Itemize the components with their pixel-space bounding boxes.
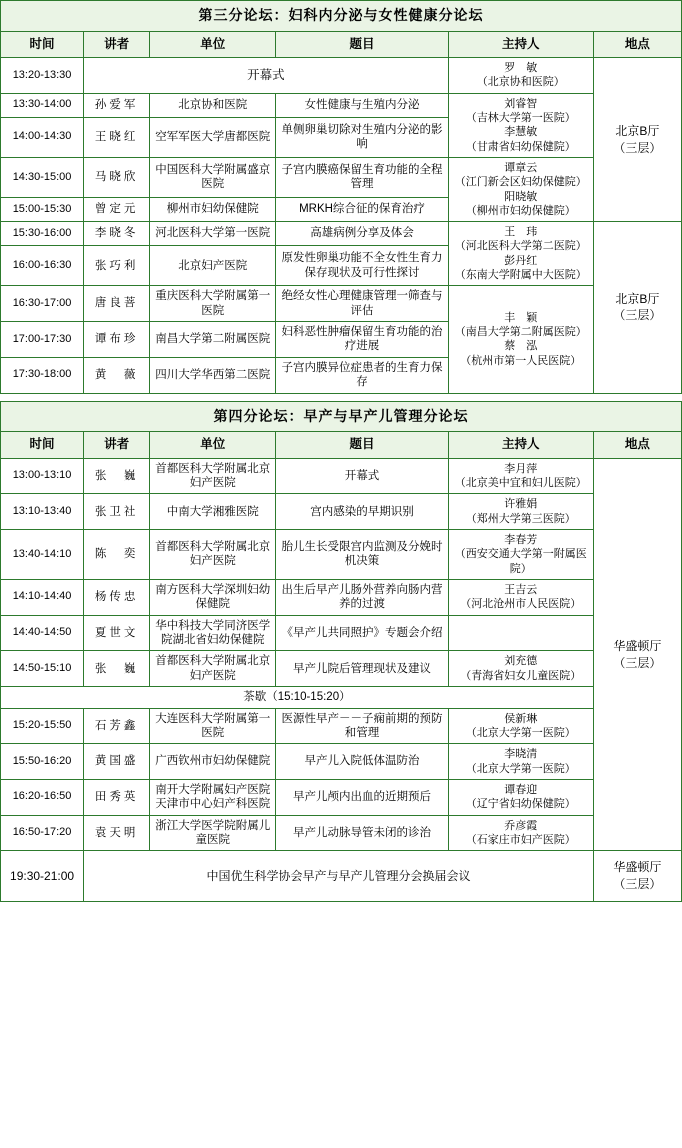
forum3-table — [0, 0, 682, 394]
cell-topic: 妇科恶性肿瘤保留生育功能的治疗进展 — [276, 322, 448, 358]
cell-host: 刘睿智 （吉林大学第一医院） 李慧敏 （甘肃省妇幼保健院） — [448, 93, 593, 157]
cell-place: 北京B厅 （三层） — [593, 222, 681, 393]
table-row — [1, 286, 682, 322]
cell-host: 李月萍 （北京美中宜和妇儿医院） — [448, 458, 593, 494]
cell-time: 16:00-16:30 — [1, 246, 84, 286]
cell-topic: 子宫内膜异位症患者的生育力保存 — [276, 357, 448, 393]
forum3-header-row — [1, 31, 682, 58]
cell-org: 首都医科大学附属北京妇产医院 — [150, 530, 276, 580]
cell-place: 华盛顿厅 （三层） — [593, 851, 681, 902]
cell-host: 侯新琳 （北京大学第一医院） — [448, 708, 593, 744]
forum4-title-row — [1, 401, 682, 432]
col-place: 地点 — [593, 432, 681, 459]
cell-time: 15:20-15:50 — [1, 708, 84, 744]
cell-speaker: 唐良菩 — [84, 286, 150, 322]
section-spacer — [0, 394, 682, 401]
cell-org: 河北医科大学第一医院 — [150, 222, 276, 246]
cell-host — [448, 615, 593, 651]
cell-time: 19:30-21:00 — [1, 851, 84, 902]
cell-speaker: 黄 薇 — [84, 357, 150, 393]
cell-time: 15:00-15:30 — [1, 198, 84, 222]
forum4-table — [0, 401, 682, 902]
cell-time: 16:30-17:00 — [1, 286, 84, 322]
cell-speaker: 曾定元 — [84, 198, 150, 222]
col-time: 时间 — [1, 31, 84, 58]
table-row — [1, 708, 682, 744]
cell-time: 17:00-17:30 — [1, 322, 84, 358]
table-row — [1, 93, 682, 117]
cell-topic: 绝经女性心理健康管理一筛查与评估 — [276, 286, 448, 322]
forum4-title: 第四分论坛：早产与早产儿管理分论坛 — [1, 401, 682, 432]
cell-topic: 宫内感染的早期识别 — [276, 494, 448, 530]
cell-speaker: 石芳鑫 — [84, 708, 150, 744]
table-row — [1, 222, 682, 246]
cell-speaker: 马晓欣 — [84, 157, 150, 197]
cell-time: 14:50-15:10 — [1, 651, 84, 687]
cell-time: 14:40-14:50 — [1, 615, 84, 651]
cell-host: 王 玮 （河北医科大学第二医院） 彭丹红 （东南大学附属中大医院） — [448, 222, 593, 286]
cell-host: 谭章云 （江门新会区妇幼保健院） 阳晓敏 （柳州市妇幼保健院） — [448, 157, 593, 221]
cell-time: 13:10-13:40 — [1, 494, 84, 530]
table-row — [1, 744, 682, 780]
cell-speaker: 张巧利 — [84, 246, 150, 286]
cell-topic: 出生后早产儿肠外营养向肠内营养的过渡 — [276, 579, 448, 615]
table-row-footer — [1, 851, 682, 902]
cell-topic: 子宫内膜癌保留生育功能的全程管理 — [276, 157, 448, 197]
table-row — [1, 651, 682, 687]
cell-footer-text: 中国优生科学协会早产与早产儿管理分会换届会议 — [84, 851, 594, 902]
cell-time: 14:30-15:00 — [1, 157, 84, 197]
cell-place: 华盛顿厅 （三层） — [593, 458, 681, 851]
cell-org: 浙江大学医学院附属儿童医院 — [150, 815, 276, 851]
cell-topic: 医源性早产－－子痫前期的预防和管理 — [276, 708, 448, 744]
forum4-header-row — [1, 432, 682, 459]
col-time: 时间 — [1, 432, 84, 459]
cell-host: 李晓清 （北京大学第一医院） — [448, 744, 593, 780]
cell-topic: 原发性卵巢功能不全女性生育力保存现状及可行性探讨 — [276, 246, 448, 286]
cell-speaker: 孙爱军 — [84, 93, 150, 117]
col-org: 单位 — [150, 432, 276, 459]
cell-speaker: 袁天明 — [84, 815, 150, 851]
col-place: 地点 — [593, 31, 681, 58]
cell-topic: 早产儿入院低体温防治 — [276, 744, 448, 780]
forum3-title-row — [1, 1, 682, 32]
cell-org: 中南大学湘雅医院 — [150, 494, 276, 530]
cell-topic: 早产儿院后管理现状及建议 — [276, 651, 448, 687]
col-org: 单位 — [150, 31, 276, 58]
col-topic: 题目 — [276, 31, 448, 58]
cell-speaker: 王晓红 — [84, 117, 150, 157]
cell-org: 南方医科大学深圳妇幼保健院 — [150, 579, 276, 615]
cell-speaker: 田秀英 — [84, 779, 150, 815]
cell-org: 四川大学华西第二医院 — [150, 357, 276, 393]
cell-org: 北京妇产医院 — [150, 246, 276, 286]
cell-host: 刘充德 （青海省妇女儿童医院） — [448, 651, 593, 687]
cell-org: 南开大学附属妇产医院天津市中心妇产科医院 — [150, 779, 276, 815]
table-row — [1, 458, 682, 494]
col-topic: 题目 — [276, 432, 448, 459]
cell-topic: 早产儿动脉导管未闭的诊治 — [276, 815, 448, 851]
cell-time: 14:00-14:30 — [1, 117, 84, 157]
table-row — [1, 494, 682, 530]
cell-time: 13:30-14:00 — [1, 93, 84, 117]
cell-time: 15:30-16:00 — [1, 222, 84, 246]
cell-speaker: 谭布珍 — [84, 322, 150, 358]
cell-tea-break: 茶歇（15:10-15:20） — [1, 687, 594, 708]
cell-org: 北京协和医院 — [150, 93, 276, 117]
cell-org: 空军军医大学唐都医院 — [150, 117, 276, 157]
cell-host: 许雅娟 （郑州大学第三医院） — [448, 494, 593, 530]
col-host: 主持人 — [448, 31, 593, 58]
cell-time: 13:00-13:10 — [1, 458, 84, 494]
cell-topic: 《早产儿共同照护》专题会介绍 — [276, 615, 448, 651]
col-host: 主持人 — [448, 432, 593, 459]
cell-speaker: 张卫社 — [84, 494, 150, 530]
cell-org: 重庆医科大学附属第一医院 — [150, 286, 276, 322]
cell-topic: 女性健康与生殖内分泌 — [276, 93, 448, 117]
cell-place: 北京B厅 （三层） — [593, 58, 681, 222]
cell-time: 13:20-13:30 — [1, 58, 84, 94]
cell-host: 王吉云 （河北沧州市人民医院） — [448, 579, 593, 615]
forum3-title: 第三分论坛：妇科内分泌与女性健康分论坛 — [1, 1, 682, 32]
cell-org: 大连医科大学附属第一医院 — [150, 708, 276, 744]
cell-org: 华中科技大学同济医学院湖北省妇幼保健院 — [150, 615, 276, 651]
cell-host: 李春芳 （西安交通大学第一附属医院） — [448, 530, 593, 580]
cell-host: 丰 颖 （南昌大学第二附属医院） 蔡 泓 （杭州市第一人民医院） — [448, 286, 593, 393]
cell-speaker: 杨传忠 — [84, 579, 150, 615]
table-row — [1, 815, 682, 851]
table-row — [1, 779, 682, 815]
cell-org: 广西钦州市妇幼保健院 — [150, 744, 276, 780]
cell-topic: MRKH综合征的保育治疗 — [276, 198, 448, 222]
cell-topic: 开幕式 — [276, 458, 448, 494]
cell-org: 首都医科大学附属北京妇产医院 — [150, 651, 276, 687]
cell-time: 15:50-16:20 — [1, 744, 84, 780]
cell-time: 13:40-14:10 — [1, 530, 84, 580]
col-speaker: 讲者 — [84, 432, 150, 459]
table-row — [1, 530, 682, 580]
cell-host: 乔彦霞 （石家庄市妇产医院） — [448, 815, 593, 851]
cell-org: 柳州市妇幼保健院 — [150, 198, 276, 222]
table-row — [1, 615, 682, 651]
cell-speaker: 张 巍 — [84, 458, 150, 494]
table-row-tea-break — [1, 687, 682, 708]
cell-org: 中国医科大学附属盛京医院 — [150, 157, 276, 197]
cell-topic: 单侧卵巢切除对生殖内分泌的影响 — [276, 117, 448, 157]
cell-speaker: 夏世文 — [84, 615, 150, 651]
cell-time: 16:20-16:50 — [1, 779, 84, 815]
cell-speaker: 黄国盛 — [84, 744, 150, 780]
cell-time: 16:50-17:20 — [1, 815, 84, 851]
table-row — [1, 58, 682, 94]
cell-topic: 高雄病例分享及体会 — [276, 222, 448, 246]
cell-org: 南昌大学第二附属医院 — [150, 322, 276, 358]
cell-speaker: 张 巍 — [84, 651, 150, 687]
cell-speaker: 陈 奕 — [84, 530, 150, 580]
cell-time: 17:30-18:00 — [1, 357, 84, 393]
cell-time: 14:10-14:40 — [1, 579, 84, 615]
cell-org: 首都医科大学附属北京妇产医院 — [150, 458, 276, 494]
cell-speaker: 李晓冬 — [84, 222, 150, 246]
col-speaker: 讲者 — [84, 31, 150, 58]
table-row — [1, 579, 682, 615]
table-row — [1, 157, 682, 197]
cell-host: 罗 敏 （北京协和医院） — [448, 58, 593, 94]
cell-topic: 开幕式 — [84, 58, 449, 94]
cell-topic: 早产儿颅内出血的近期预后 — [276, 779, 448, 815]
cell-host: 谭春迎 （辽宁省妇幼保健院） — [448, 779, 593, 815]
cell-topic: 胎儿生长受限宫内监测及分娩时机决策 — [276, 530, 448, 580]
